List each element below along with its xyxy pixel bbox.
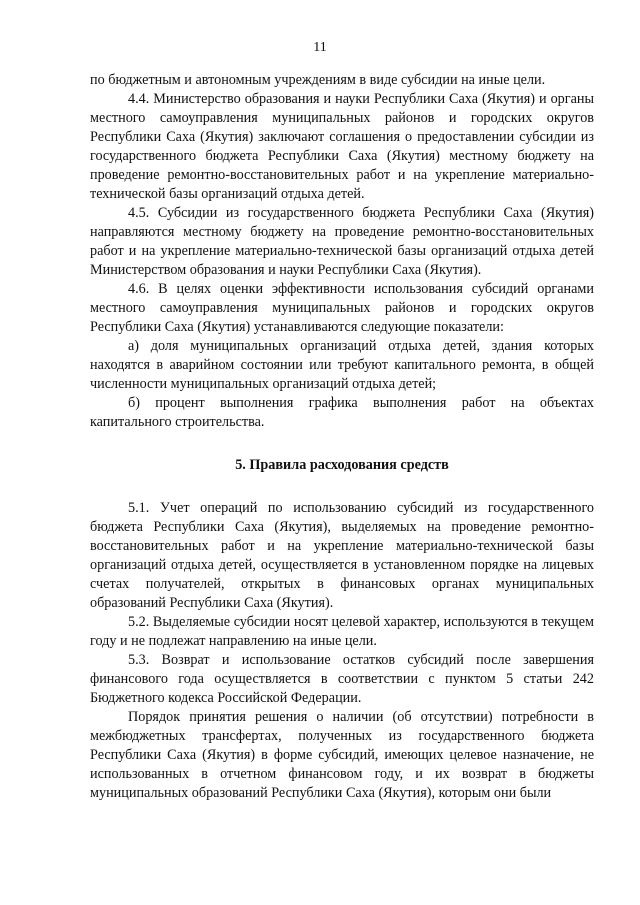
paragraph-return-procedure: Порядок принятия решения о наличии (об отсутствии) потребности в межбюджетных трансфертах, полученных из государственного бюджета Республики Саха (Якутия) в форме субсидий, имеющих целевое назначение, не использованных в отчетном финансовом году, и их возврат в бюджеты муниципальных образований Республики Саха (Якутия), которым они были	[90, 709, 594, 801]
paragraph-indicator-a: а) доля муниципальных организаций отдыха детей, здания которых находятся в аварийном состоянии или требуют капитального ремонта, в общей численности муниципальных организаций отдыха детей;	[90, 338, 594, 392]
page-number: 11	[313, 40, 327, 55]
section-heading: 5. Правила расходования средств	[235, 457, 449, 473]
paragraph-4-5: 4.5. Субсидии из государственного бюджета Республики Саха (Якутия) направляются местному бюджету на проведение ремонтно-восстановительных работ и на укрепление материально-технической базы организаций отдыха детей Министерством образования и науки Республики Саха (Якутия).	[90, 205, 594, 278]
document-body	[90, 71, 594, 803]
paragraph-4-6: 4.6. В целях оценки эффективности использования субсидий органами местного самоуправления муниципальных районов и городских округов Республики Саха (Якутия) устанавливаются следующие показатели:	[90, 281, 594, 335]
paragraph-5-3: 5.3. Возврат и использование остатков субсидий после завершения финансового года осуществляется в соответствии с пунктом 5 статьи 242 Бюджетного кодекса Российской Федерации.	[90, 652, 594, 706]
paragraph-5-2: 5.2. Выделяемые субсидии носят целевой характер, используются в текущем году и не подлежат направлению на иные цели.	[90, 614, 594, 649]
paragraph-4-4: 4.4. Министерство образования и науки Республики Саха (Якутия) и органы местного самоуправления муниципальных районов и городских округов Республики Саха (Якутия) заключают соглашения о предоставлении субсидии из государственного бюджета Республики Саха (Якутия) местному бюджету на проведение ремонтно-восстановительных работ и на укрепление материально-технической базы организаций отдыха детей.	[90, 91, 594, 202]
paragraph-continuation: по бюджетным и автономным учреждениям в виде субсидии на иные цели.	[90, 72, 546, 88]
paragraph-indicator-b: б) процент выполнения графика выполнения работ на объектах капитального строительства.	[90, 395, 594, 430]
paragraph-5-1: 5.1. Учет операций по использованию субсидий из государственного бюджета Республики Саха (Якутия), выделяемых на проведение ремонтно-восстановительных работ и на укрепление материально-технической базы организаций отдыха детей, осуществляется в установленном порядке на лицевых счетах получателей, открытых в финансовых органах муниципальных образований Республики Саха (Якутия).	[90, 500, 594, 611]
